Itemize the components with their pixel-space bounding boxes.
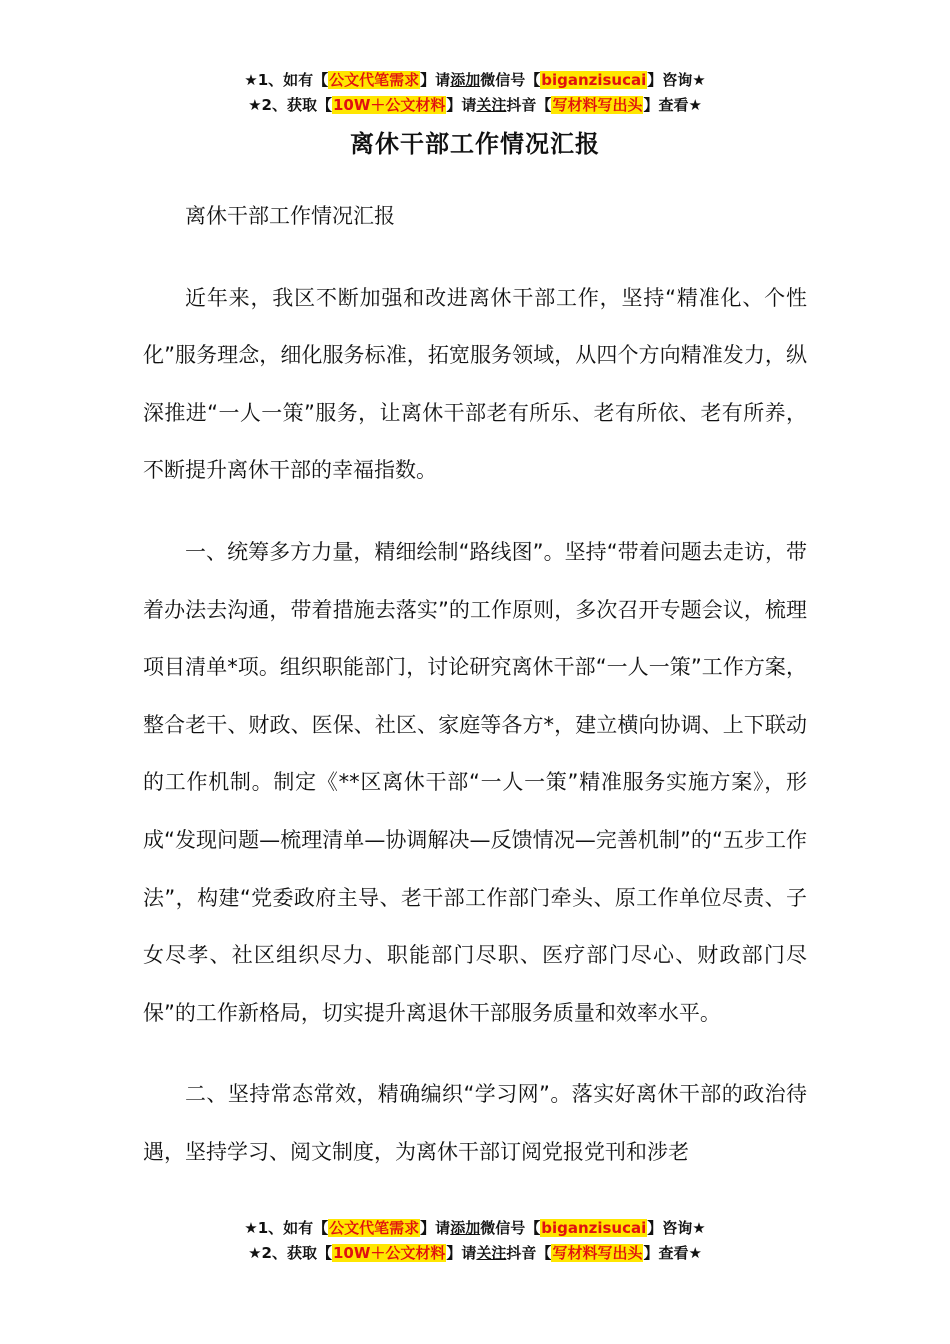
banner-line-2 [0, 93, 950, 118]
banner-underline: 添加 [450, 1219, 481, 1237]
banner-text: ★2、获取【 [248, 1244, 332, 1262]
document-title: 离休干部工作情况汇报 [350, 130, 600, 158]
banner-text: 】请 [446, 1244, 477, 1262]
banner-line-1 [0, 68, 950, 93]
banner-text: 】查看★ [643, 1244, 702, 1262]
footer-banner [0, 1216, 950, 1266]
banner-text: ★1、如有【 [244, 71, 329, 89]
banner-text: 】咨询★ [647, 71, 706, 89]
banner-text: ★1、如有【 [244, 1219, 329, 1237]
banner-line-2 [0, 1241, 950, 1266]
banner-text: 】请 [420, 71, 451, 89]
banner-highlight: 写材料写出头 [552, 1244, 643, 1262]
banner-line-1 [0, 1216, 950, 1241]
banner-text: 抖音【 [506, 96, 552, 114]
banner-highlight: biganzisucai [541, 1219, 647, 1237]
banner-highlight: biganzisucai [541, 71, 647, 89]
banner-underline: 添加 [450, 71, 481, 89]
banner-text: 】咨询★ [647, 1219, 706, 1237]
paragraph: 近年来，我区不断加强和改进离休干部工作，坚持“精准化、个性化”服务理念，细化服务标准，拓宽服务领域，从四个方向精准发力，纵深推进“一人一策”服务，让离休干部老有所乐、老有所依、老有所养，不断提升离休干部的幸福指数。 [143, 285, 807, 483]
banner-highlight: 10W＋公文材料 [332, 1244, 446, 1262]
document-subtitle: 离休干部工作情况汇报 [185, 204, 395, 228]
header-banner [0, 68, 950, 118]
document-body [143, 188, 807, 1206]
banner-text: 微信号【 [480, 1219, 541, 1237]
banner-text: 】请 [420, 1219, 451, 1237]
banner-highlight: 公文代笔需求 [329, 71, 420, 89]
banner-underline: 关注 [476, 1244, 507, 1262]
banner-text: 抖音【 [506, 1244, 552, 1262]
paragraph: 二、坚持常态常效，精确编织“学习网”。落实好离休干部的政治待遇，坚持学习、阅文制度，为离休干部订阅党报党刊和涉老 [143, 1082, 807, 1164]
banner-highlight: 公文代笔需求 [329, 1219, 420, 1237]
banner-text: 微信号【 [480, 71, 541, 89]
banner-highlight: 10W＋公文材料 [332, 96, 446, 114]
paragraph: 一、统筹多方力量，精细绘制“路线图”。坚持“带着问题去走访，带着办法去沟通，带着措施去落实”的工作原则，多次召开专题会议，梳理项目清单*项。组织职能部门，讨论研究离休干部“一人一策”工作方案，整合老干、财政、医保、社区、家庭等各方*，建立横向协调、上下联动的工作机制。制定《**区离休干部“一人一策”精准服务实施方案》，形成“发现问题—梳理清单—协调解决—反馈情况—完善机制”的“五步工作法”，构建“党委政府主导、老干部工作部门牵头、原工作单位尽责、子女尽孝、社区组织尽力、职能部门尽职、医疗部门尽心、财政部门尽保”的工作新格局，切实提升离退休干部服务质量和效率水平。 [143, 539, 807, 1025]
banner-underline: 关注 [476, 96, 507, 114]
banner-text: 】请 [446, 96, 477, 114]
banner-text: ★2、获取【 [248, 96, 332, 114]
banner-highlight: 写材料写出头 [552, 96, 643, 114]
banner-text: 】查看★ [643, 96, 702, 114]
